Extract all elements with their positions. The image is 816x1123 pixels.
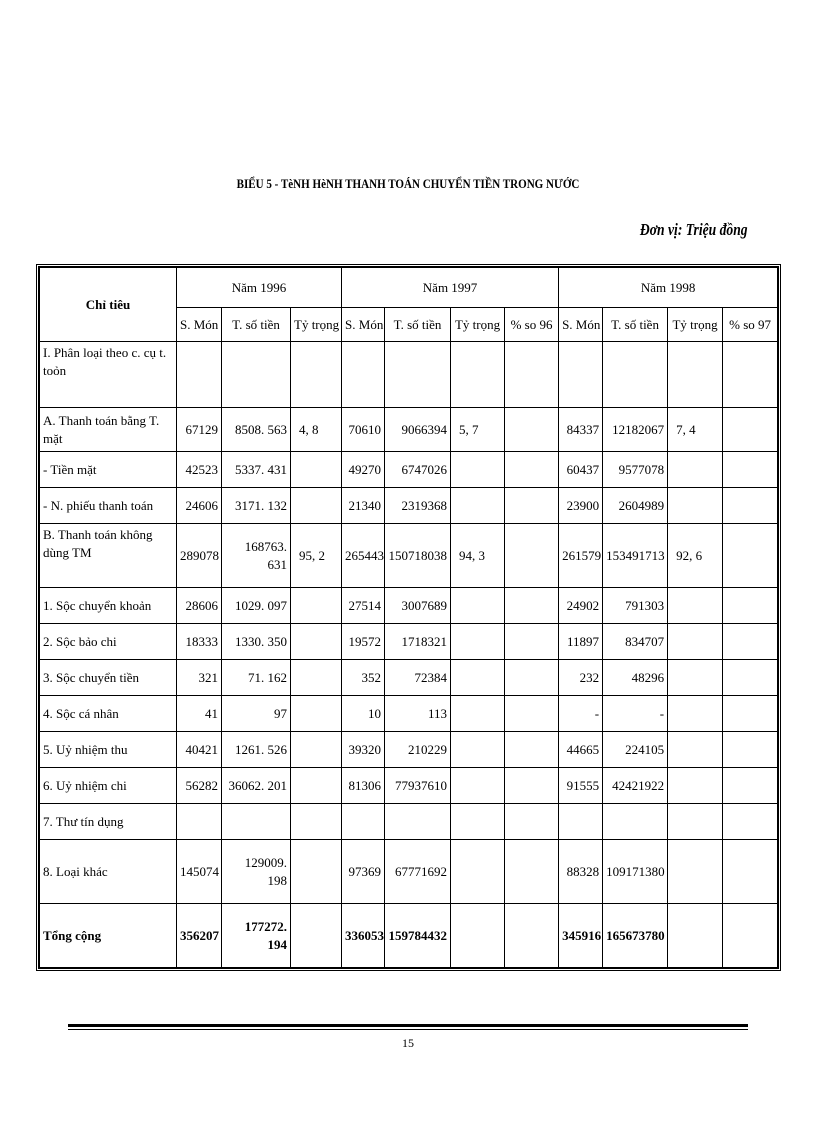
table-cell xyxy=(291,588,342,624)
table-cell xyxy=(559,342,603,408)
table-cell xyxy=(291,624,342,660)
table-cell: 129009. 198 xyxy=(222,840,291,904)
table-cell: 9577078 xyxy=(603,452,668,488)
table-cell xyxy=(291,488,342,524)
table-cell: 95, 2 xyxy=(291,524,342,588)
table-cell xyxy=(723,804,778,840)
row-label: 4. Sộc cá nhân xyxy=(40,696,177,732)
table-cell: 165673780 xyxy=(603,904,668,968)
table-cell xyxy=(668,732,723,768)
table-cell xyxy=(723,904,778,968)
table-cell: 81306 xyxy=(342,768,385,804)
row-label: 1. Sộc chuyển khoản xyxy=(40,588,177,624)
table-cell: 3007689 xyxy=(385,588,451,624)
col-header: T. số tiền xyxy=(603,308,668,342)
table-cell: 109171380 xyxy=(603,840,668,904)
table-cell: 356207 xyxy=(177,904,222,968)
table-cell: 97369 xyxy=(342,840,385,904)
row-label: Tổng cộng xyxy=(40,904,177,968)
table-cell xyxy=(505,452,559,488)
table-cell: 265443 xyxy=(342,524,385,588)
col-header: T. số tiền xyxy=(222,308,291,342)
table-cell xyxy=(342,342,385,408)
page-number: 15 xyxy=(402,1036,414,1050)
row-label: 7. Thư tín dụng xyxy=(40,804,177,840)
table-row xyxy=(40,732,778,768)
table-cell: 159784432 xyxy=(385,904,451,968)
table-cell: 113 xyxy=(385,696,451,732)
table-cell xyxy=(668,452,723,488)
year-header-1996: Năm 1996 xyxy=(177,268,342,308)
table-cell: 12182067 xyxy=(603,408,668,452)
table-cell: 49270 xyxy=(342,452,385,488)
table-cell: 42523 xyxy=(177,452,222,488)
col-header: % so 96 xyxy=(505,308,559,342)
table-cell: 4, 8 xyxy=(291,408,342,452)
table-cell: 19572 xyxy=(342,624,385,660)
table-cell xyxy=(668,840,723,904)
table-cell: 70610 xyxy=(342,408,385,452)
col-header: S. Món xyxy=(342,308,385,342)
table-row xyxy=(40,408,778,452)
table-cell: 18333 xyxy=(177,624,222,660)
payment-table xyxy=(39,267,778,968)
table-cell: 91555 xyxy=(559,768,603,804)
unit-label: Đơn vị: Triệu đồng xyxy=(640,220,748,239)
col-header: S. Món xyxy=(559,308,603,342)
table-cell: 97 xyxy=(222,696,291,732)
table-cell: 21340 xyxy=(342,488,385,524)
row-label: - Tiền mặt xyxy=(40,452,177,488)
table-row xyxy=(40,840,778,904)
corner-header: Chỉ tiêu xyxy=(40,268,177,342)
table-cell: 791303 xyxy=(603,588,668,624)
table-cell: 345916 xyxy=(559,904,603,968)
table-cell xyxy=(723,768,778,804)
table-cell xyxy=(668,804,723,840)
table-cell xyxy=(451,488,505,524)
table-cell xyxy=(505,732,559,768)
table-cell: 6747026 xyxy=(385,452,451,488)
row-label: B. Thanh toán không dùng TM xyxy=(40,524,177,588)
row-label: 5. Uỷ nhiệm thu xyxy=(40,732,177,768)
table-cell: 1718321 xyxy=(385,624,451,660)
table-row xyxy=(40,452,778,488)
table-cell xyxy=(723,588,778,624)
table-cell xyxy=(723,732,778,768)
table-cell xyxy=(603,804,668,840)
table-cell xyxy=(291,904,342,968)
table-body xyxy=(40,342,778,968)
table-cell xyxy=(723,342,778,408)
table-cell xyxy=(505,768,559,804)
table-cell: 1261. 526 xyxy=(222,732,291,768)
table-cell xyxy=(668,768,723,804)
table-cell xyxy=(451,904,505,968)
table-cell xyxy=(505,588,559,624)
total-row xyxy=(40,904,778,968)
col-header: T. số tiền xyxy=(385,308,451,342)
table-cell: 168763. 631 xyxy=(222,524,291,588)
table-cell xyxy=(451,732,505,768)
table-cell: 67129 xyxy=(177,408,222,452)
table-cell xyxy=(723,696,778,732)
table-cell: 42421922 xyxy=(603,768,668,804)
table-cell: 2604989 xyxy=(603,488,668,524)
table-cell: 289078 xyxy=(177,524,222,588)
payment-table-frame xyxy=(36,264,781,971)
table-cell: 67771692 xyxy=(385,840,451,904)
table-cell xyxy=(291,732,342,768)
table-cell xyxy=(505,904,559,968)
table-cell xyxy=(505,524,559,588)
table-row xyxy=(40,660,778,696)
table-cell: 11897 xyxy=(559,624,603,660)
row-label: 8. Loại khác xyxy=(40,840,177,904)
table-cell: 72384 xyxy=(385,660,451,696)
table-cell: 8508. 563 xyxy=(222,408,291,452)
row-label: 3. Sộc chuyển tiền xyxy=(40,660,177,696)
table-row xyxy=(40,588,778,624)
table-cell: 150718038 xyxy=(385,524,451,588)
table-cell xyxy=(291,768,342,804)
year-header-1997: Năm 1997 xyxy=(342,268,559,308)
row-label: I. Phân loại theo c. cụ t. toỏn xyxy=(40,342,177,408)
table-cell: 145074 xyxy=(177,840,222,904)
table-cell: 88328 xyxy=(559,840,603,904)
table-cell: 5, 7 xyxy=(451,408,505,452)
table-cell xyxy=(723,840,778,904)
table-cell xyxy=(385,804,451,840)
table-cell: 321 xyxy=(177,660,222,696)
table-cell xyxy=(505,660,559,696)
table-cell xyxy=(451,768,505,804)
table-cell xyxy=(668,342,723,408)
table-cell: 336053 xyxy=(342,904,385,968)
table-cell: 27514 xyxy=(342,588,385,624)
table-cell xyxy=(291,804,342,840)
table-cell xyxy=(451,452,505,488)
table-cell xyxy=(559,804,603,840)
table-cell xyxy=(723,624,778,660)
table-cell xyxy=(505,408,559,452)
table-cell: 56282 xyxy=(177,768,222,804)
table-cell: 24606 xyxy=(177,488,222,524)
table-row xyxy=(40,524,778,588)
table-cell: 153491713 xyxy=(603,524,668,588)
table-cell: 5337. 431 xyxy=(222,452,291,488)
table-row xyxy=(40,804,778,840)
col-header: % so 97 xyxy=(723,308,778,342)
table-cell: 224105 xyxy=(603,732,668,768)
row-label: 2. Sộc bảo chi xyxy=(40,624,177,660)
table-cell: 36062. 201 xyxy=(222,768,291,804)
row-label: - N. phiếu thanh toán xyxy=(40,488,177,524)
table-cell: 84337 xyxy=(559,408,603,452)
table-cell: 77937610 xyxy=(385,768,451,804)
table-cell: 177272. 194 xyxy=(222,904,291,968)
table-row xyxy=(40,696,778,732)
table-cell: 60437 xyxy=(559,452,603,488)
table-cell: 3171. 132 xyxy=(222,488,291,524)
table-row xyxy=(40,624,778,660)
table-cell xyxy=(723,452,778,488)
table-cell: 48296 xyxy=(603,660,668,696)
table-cell xyxy=(222,342,291,408)
table-cell xyxy=(451,696,505,732)
table-cell: 1029. 097 xyxy=(222,588,291,624)
table-cell xyxy=(505,696,559,732)
table-cell xyxy=(291,452,342,488)
table-cell: 71. 162 xyxy=(222,660,291,696)
table-cell: 834707 xyxy=(603,624,668,660)
footer-rule xyxy=(68,1024,748,1030)
col-header: Tỷ trọng xyxy=(451,308,505,342)
table-cell xyxy=(342,804,385,840)
table-cell xyxy=(505,488,559,524)
table-row xyxy=(40,488,778,524)
table-cell: 9066394 xyxy=(385,408,451,452)
table-cell xyxy=(177,804,222,840)
table-cell: 10 xyxy=(342,696,385,732)
table-cell xyxy=(723,408,778,452)
table-cell xyxy=(291,696,342,732)
table-cell xyxy=(385,342,451,408)
table-cell: 23900 xyxy=(559,488,603,524)
table-cell xyxy=(603,342,668,408)
document-title: BIỂU 5 - TèNH HèNH THANH TOÁN CHUYỂN TIỀN TRONG NƯỚC xyxy=(236,176,580,191)
table-cell xyxy=(668,696,723,732)
table-cell xyxy=(291,342,342,408)
table-cell: 7, 4 xyxy=(668,408,723,452)
row-label: 6. Uỷ nhiệm chi xyxy=(40,768,177,804)
table-cell xyxy=(291,840,342,904)
table-cell xyxy=(723,524,778,588)
row-label: A. Thanh toán bằng T. mặt xyxy=(40,408,177,452)
col-header: S. Món xyxy=(177,308,222,342)
table-cell xyxy=(723,660,778,696)
table-cell: 94, 3 xyxy=(451,524,505,588)
table-cell xyxy=(668,588,723,624)
table-cell: 44665 xyxy=(559,732,603,768)
table-cell xyxy=(668,488,723,524)
table-cell: 39320 xyxy=(342,732,385,768)
col-header: Tỷ trọng xyxy=(291,308,342,342)
table-cell xyxy=(668,624,723,660)
table-cell xyxy=(505,804,559,840)
table-cell xyxy=(668,660,723,696)
col-header: Tỷ trọng xyxy=(668,308,723,342)
table-cell: 92, 6 xyxy=(668,524,723,588)
table-cell: 40421 xyxy=(177,732,222,768)
table-cell xyxy=(451,840,505,904)
table-cell xyxy=(451,660,505,696)
table-cell: 24902 xyxy=(559,588,603,624)
table-cell: 28606 xyxy=(177,588,222,624)
table-cell xyxy=(668,904,723,968)
table-cell: 1330. 350 xyxy=(222,624,291,660)
table-cell: - xyxy=(603,696,668,732)
table-cell xyxy=(291,660,342,696)
table-cell xyxy=(177,342,222,408)
table-cell: 352 xyxy=(342,660,385,696)
table-cell: - xyxy=(559,696,603,732)
table-cell xyxy=(723,488,778,524)
table-cell xyxy=(505,624,559,660)
table-cell: 41 xyxy=(177,696,222,732)
table-row xyxy=(40,342,778,408)
year-header-1998: Năm 1998 xyxy=(559,268,778,308)
table-cell xyxy=(222,804,291,840)
table-cell xyxy=(451,342,505,408)
table-cell: 232 xyxy=(559,660,603,696)
table-cell: 210229 xyxy=(385,732,451,768)
table-cell xyxy=(451,588,505,624)
table-cell: 2319368 xyxy=(385,488,451,524)
table-cell xyxy=(505,840,559,904)
table-cell xyxy=(451,624,505,660)
table-row xyxy=(40,768,778,804)
table-cell xyxy=(505,342,559,408)
table-cell xyxy=(451,804,505,840)
table-cell: 261579 xyxy=(559,524,603,588)
